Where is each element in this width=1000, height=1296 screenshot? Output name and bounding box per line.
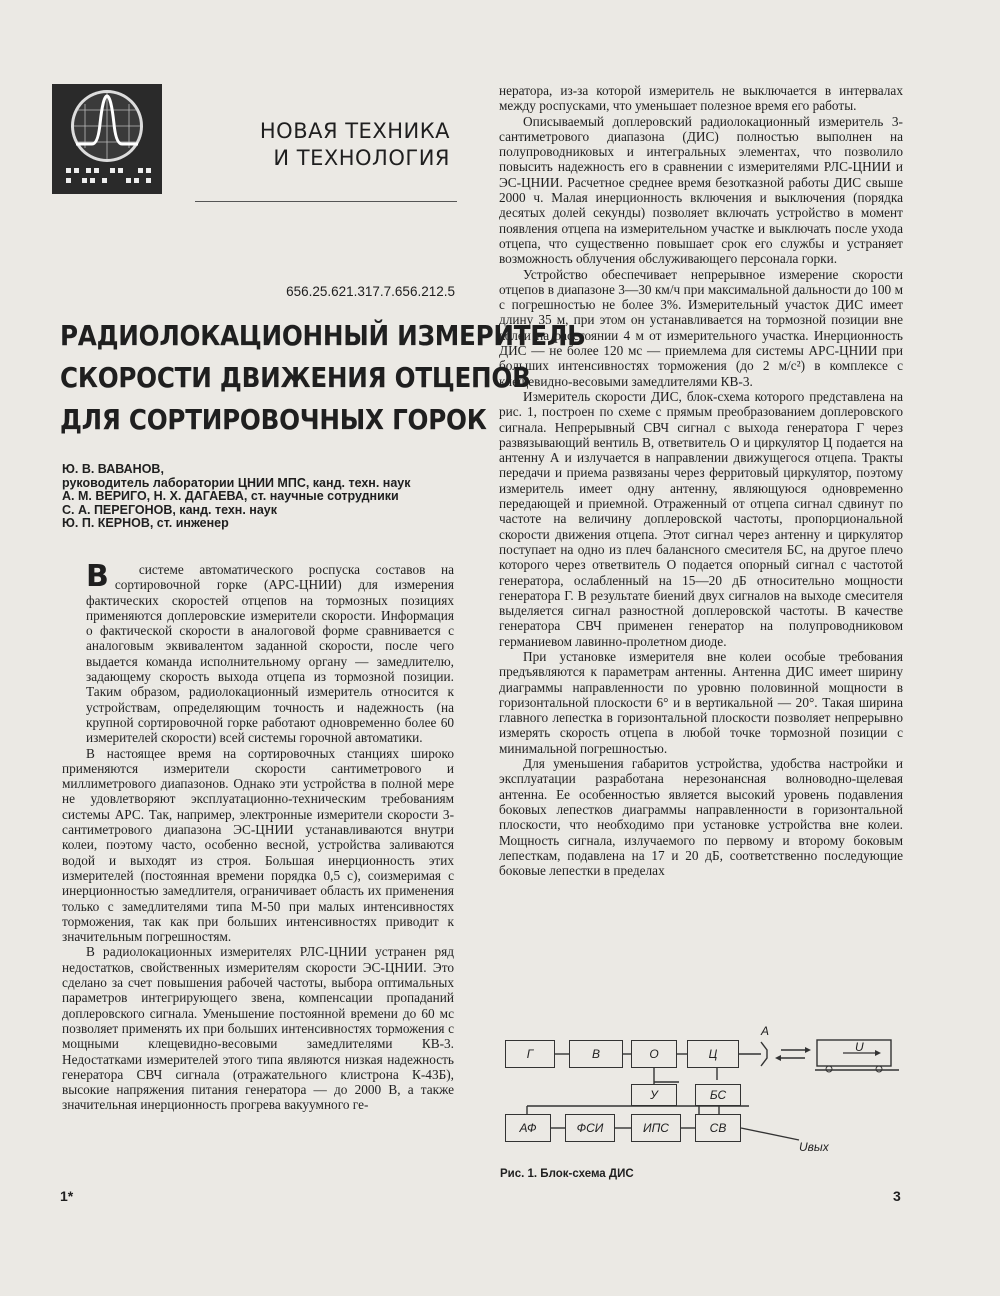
section-title-line1: НОВАЯ ТЕХНИКА	[259, 119, 450, 143]
output-label: Uвых	[799, 1140, 829, 1154]
section-divider	[195, 201, 457, 202]
paragraph: Для уменьшения габаритов устройства, удобства настройки и эксплуатации разработана нерезонансная волноводно-щелевая антенна. Ее особенностью является высокий уровень подавления боковых лепестков диаграммы направленности в горизонтальной плоскости, что необходимо при установке устройства вне колеи. Мощность сигнала, излучаемого по первому и второму боковым лепесткам, подавлена на 17 и 20 дБ, соответственно последующие боковые лепестки в пределах	[499, 756, 903, 879]
udc-code: 656.25.621.317.7.656.212.5	[286, 284, 455, 299]
block-diagram	[499, 1022, 903, 1170]
block-amplifier: У	[631, 1084, 677, 1106]
paragraph: В настоящее время на сортировочных станциях широко применяются измерители скорости сантиметрового и миллиметрового диапазонов. Однако эти устройства в полной мере не удовлетворяют эксплуатационно-техническим требованиям системы АРС. Так, например, электронные измерители скорости 3-сантиметрового диапазона ЭС-ЦНИИ устанавливаются внутри колеи, поэтому часто, особенно весной, устройства заливаются водой и выходят из строя. Большая инерционность этих измерителей (постоянная времени порядка 0,5 с), соизмеримая с инерционностью замедлителя, ограничивает область их применения только с замедлителями типа М-50 при малых интенсивностях торможения, так как при больших интенсивностях приводит к значительным погрешностям.	[62, 745, 454, 945]
paragraph: При установке измерителя вне колеи особые требования предъявляются к параметрам антенны. Антенна ДИС имеет ширину диаграммы направленности по уровню половинной мощности в горизонтальной плоскости 6° и в вертикальной — 20°. Такая ширина главного лепестка в горизонтальной плоскости позволяет непрерывно измерять скорость отцепа в любой точке тормозной позиции с минимальной погрешностью.	[499, 648, 903, 756]
paragraph: нератора, из-за которой измеритель не выключается в интервалах между роспусками, что уменьшает полезное время его работы.	[499, 83, 903, 114]
left-column	[62, 559, 454, 1113]
paragraph: Устройство обеспечивает непрерывное измерение скорости отцепов в диапазоне 3—30 км/ч при максимальной дальности до 100 м с погрешностью не более 3%. Измерительный участок ДИС имеет длину 35 м, при этом он устанавливается на тормозной позиции вне колеи на расстоянии 4 м от измерительного участка. Инерционность ДИС — не более 120 мс — приемлема для системы АРС-ЦНИИ при больших интенсивностях торможения (до 2 м/с²) в комплексе с клещевидно-весовыми замедлителями КВ-3.	[499, 266, 903, 389]
authors-block	[62, 463, 462, 531]
title-line2: СКОРОСТИ ДВИЖЕНИЯ ОТЦЕПОВ	[60, 361, 531, 394]
author-line: Ю. В. ВАВАНОВ,	[62, 462, 164, 476]
section-title	[200, 118, 450, 172]
block-coupler: О	[631, 1040, 677, 1068]
block-balanced-mixer: БС	[695, 1084, 741, 1106]
block-ips: ИПС	[631, 1114, 681, 1142]
page-number-left: 1*	[60, 1188, 74, 1204]
author-line: А. М. ВЕРИГО, Н. Х. ДАГАЕВА, ст. научные сотрудники	[62, 489, 399, 503]
title-line1: РАДИОЛОКАЦИОННЫЙ ИЗМЕРИТЕЛЬ	[60, 319, 586, 352]
paragraph: Измеритель скорости ДИС, блок-схема которого представлена на рис. 1, построен по схеме с прямым преобразованием доплеровского сигнала. Непрерывный СВЧ сигнал с выхода генератора Г через развязывающий вентиль В, ответвитель О и циркулятор Ц подается на антенну А и излучается в направлении движущегося отцепа. Тракты передачи и приема развязаны через ферритовый циркулятор, поэтому измеритель имеет одну антенну, являющуюся одновременно передающей и приемной. Отраженный от отцепа сигнал сдвинут по частоте на величину доплеровской частоты, пропорциональной скорости движения отцепа. Этот сигнал через антенну и циркулятор поступает на одно из плеч балансного смесителя БС, на другое плечо которого через ответвитель О подается опорный сигнал с частотой генератора, ослабленный на 15—20 дБ относительно мощности генератора Г. В результате биений двух сигналов на выходе смесителя выделяется сигнал разностной доплеровской частоты. В качестве генератора СВЧ применен генератор на полупроводниковом германиевом лавинно-пролетном диоде.	[499, 388, 903, 649]
block-isolator: В	[569, 1040, 623, 1068]
spacer	[679, 1074, 680, 1075]
block-sv: СВ	[695, 1114, 741, 1142]
section-title-line2: И ТЕХНОЛОГИЯ	[273, 146, 450, 170]
oscilloscope-logo-icon	[52, 84, 162, 194]
antenna-label: А	[761, 1024, 770, 1038]
right-column	[499, 83, 903, 878]
drop-cap: В	[86, 559, 109, 594]
paragraph-intro	[62, 559, 454, 746]
paragraph: В радиолокационных измерителях РЛС-ЦНИИ устранен ряд недостатков, свойственных измерителям скорости ЭС-ЦНИИ. Это сделано за счет повышения рабочей частоты, выбора оптимальных параметров интегрирующего звена, компенсации пропаданий доплеровского сигнала. Уменьшение постоянной времени до 60 мс позволяет применять их при больших интенсивностях торможения с мощными клещевидно-весовыми замедлителями КВ-3. Недостатками измерителей этого типа являются низкая надежность генератора СВЧ сигнала (отражательного клистрона К-43Б), высокие напряжения питания генератора — до 2000 В, а также значительная инерционность прогрева вакуумного ге-	[62, 944, 454, 1113]
author-line: Ю. П. КЕРНОВ, ст. инженер	[62, 516, 229, 530]
block-af: АФ	[505, 1114, 551, 1142]
velocity-label: U	[855, 1040, 864, 1054]
page-number-right: 3	[893, 1188, 901, 1204]
author-line: руководитель лаборатории ЦНИИ МПС, канд. техн. наук	[62, 475, 411, 490]
title-line3: ДЛЯ СОРТИРОВОЧНЫХ ГОРОК	[60, 403, 487, 436]
paragraph: Описываемый доплеровский радиолокационный измеритель 3-сантиметрового диапазона (ДИС) полностью выполнен на полупроводниковых и интегральных элементах, что позволило повысить надежность его в сравнении с измерителями РЛС-ЦНИИ и ЭС-ЦНИИ. Расчетное среднее время безотказной работы ДИС свыше 2000 ч. Малая инерционность включения и выключения (порядка десятых долей секунды) позволяет включать устройство в момент появления отцепа на измерительном участке и выключать после ухода отцепа, что существенно повышает срок его службы и устраняет возможность облучения обслуживающего персонала горки.	[499, 113, 903, 267]
block-circulator: Ц	[687, 1040, 739, 1068]
block-generator: Г	[505, 1040, 555, 1068]
paragraph-text: системе автоматического роспуска составов на сортировочной горке (АРС-ЦНИИ) для измерения фактических скоростей отцепов на тормозных позициях применяются доплеровские измерители скорости. Информация о фактической скорости в аналоговой форме сравнивается с аналоговым эквивалентом заданной скорости, после чего выдается команда исполнительному органу — замедлителю, задающему скорость выхода отцепа из тормозной позиции. Таким образом, радиолокационный измеритель относится к устройствам, определяющим точность и надежность (на крупной сортировочной горке работают одновременно более 60 измерителей скорости) всей системы горочной автоматики.	[86, 562, 454, 746]
block-fsi: ФСИ	[565, 1114, 615, 1142]
author-line: С. А. ПЕРЕГОНОВ, канд. техн. наук	[62, 502, 278, 517]
article-title	[60, 315, 586, 441]
figure-caption: Рис. 1. Блок-схема ДИС	[500, 1168, 634, 1180]
